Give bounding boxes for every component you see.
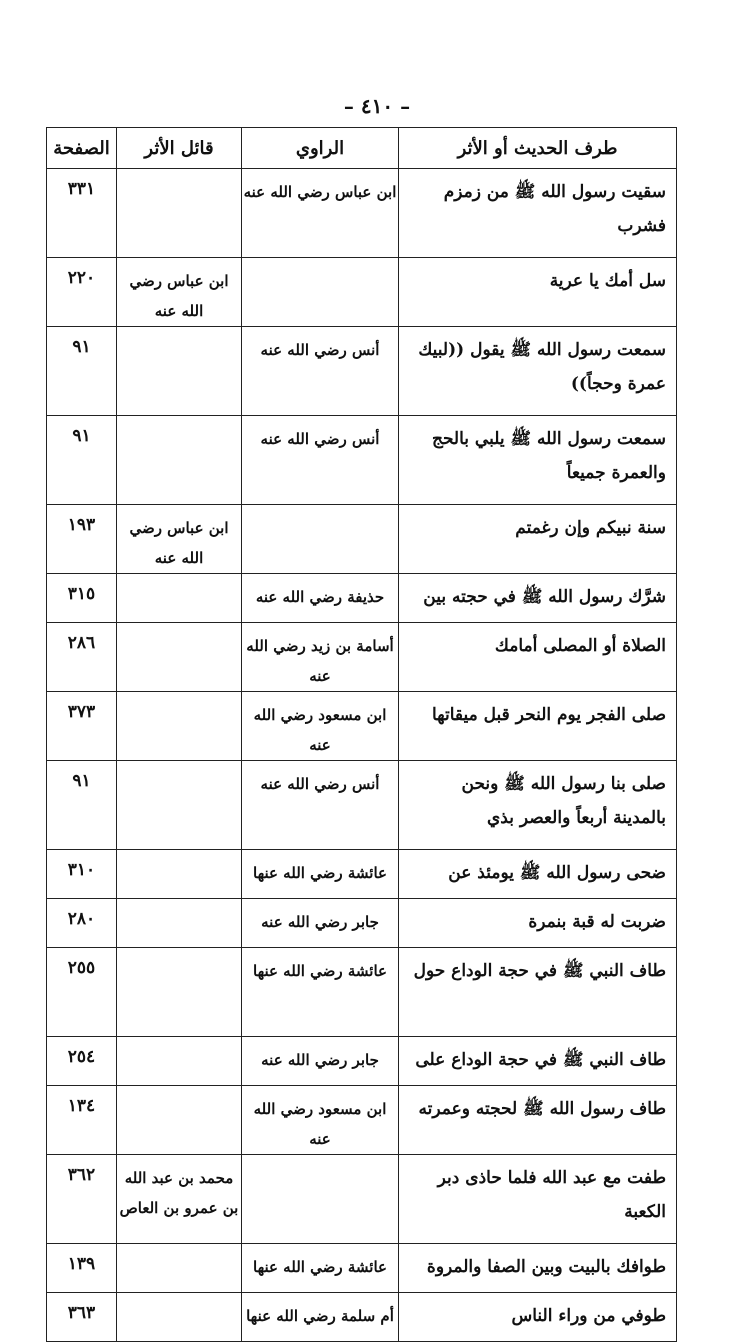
narrator-cell (242, 258, 399, 327)
table-row (47, 505, 677, 574)
narrator-cell: عائشة رضي الله عنها (242, 1244, 399, 1293)
sayer-cell (117, 623, 242, 692)
page-number: – ٤١٠ – (343, 94, 411, 118)
hadith-cell: طوفي من وراء الناس (399, 1293, 677, 1342)
table-row (47, 692, 677, 761)
table-row (47, 899, 677, 948)
narrator-cell: ابن عباس رضي الله عنه (242, 169, 399, 258)
hadith-index-table (46, 127, 677, 1342)
table-row (47, 623, 677, 692)
narrator-cell: أم سلمة رضي الله عنها (242, 1293, 399, 1342)
page-cell: ٢٨٠ (47, 899, 117, 948)
page-cell: ٢٥٤ (47, 1037, 117, 1086)
header-sayer: قائل الأثر (117, 128, 242, 169)
hadith-cell: صلى الفجر يوم النحر قبل ميقاتها (399, 692, 677, 761)
narrator-cell: أنس رضي الله عنه (242, 416, 399, 505)
table-row (47, 574, 677, 623)
hadith-cell: سمعت رسول الله ﷺ يلبي بالحج والعمرة جميعاً (399, 416, 677, 505)
hadith-cell: صلى بنا رسول الله ﷺ ونحن بالمدينة أربعاً والعصر بذي (399, 761, 677, 850)
page-cell: ١٩٣ (47, 505, 117, 574)
hadith-cell: طاف رسول الله ﷺ لحجته وعمرته (399, 1086, 677, 1155)
table-header-row (47, 128, 677, 169)
sayer-cell (117, 1037, 242, 1086)
sayer-cell (117, 1293, 242, 1342)
page-cell: ٣٣١ (47, 169, 117, 258)
hadith-cell: الصلاة أو المصلى أمامك (399, 623, 677, 692)
hadith-cell: ضحى رسول الله ﷺ يومئذ عن (399, 850, 677, 899)
narrator-cell: جابر رضي الله عنه (242, 899, 399, 948)
table-row (47, 1037, 677, 1086)
sayer-cell (117, 169, 242, 258)
table-row (47, 416, 677, 505)
hadith-cell: طاف النبي ﷺ في حجة الوداع على (399, 1037, 677, 1086)
sayer-cell (117, 1086, 242, 1155)
hadith-cell: طاف النبي ﷺ في حجة الوداع حول (399, 948, 677, 1037)
hadith-cell: سقيت رسول الله ﷺ من زمزم فشرب (399, 169, 677, 258)
narrator-cell: عائشة رضي الله عنها (242, 850, 399, 899)
table-row (47, 258, 677, 327)
narrator-cell: جابر رضي الله عنه (242, 1037, 399, 1086)
narrator-cell (242, 1155, 399, 1244)
page-cell: ٩١ (47, 327, 117, 416)
page-cell: ٩١ (47, 761, 117, 850)
sayer-cell: محمد بن عبد الله بن عمرو بن العاص (117, 1155, 242, 1244)
sayer-cell (117, 899, 242, 948)
page-cell: ٣٦٣ (47, 1293, 117, 1342)
hadith-cell: طوافك بالبيت وبين الصفا والمروة (399, 1244, 677, 1293)
table-row (47, 761, 677, 850)
hadith-cell: سنة نبيكم وإن رغمتم (399, 505, 677, 574)
table-row (47, 327, 677, 416)
hadith-cell: طفت مع عبد الله فلما حاذى دبر الكعبة (399, 1155, 677, 1244)
page-cell: ٣٦٢ (47, 1155, 117, 1244)
sayer-cell (117, 948, 242, 1037)
narrator-cell: أسامة بن زيد رضي الله عنه (242, 623, 399, 692)
page-cell: ٢٨٦ (47, 623, 117, 692)
sayer-cell (117, 574, 242, 623)
page-cell: ٣٧٣ (47, 692, 117, 761)
page-cell: ١٣٩ (47, 1244, 117, 1293)
table-row (47, 850, 677, 899)
hadith-cell: ضربت له قبة بنمرة (399, 899, 677, 948)
narrator-cell: أنس رضي الله عنه (242, 327, 399, 416)
hadith-cell: شرَّك رسول الله ﷺ في حجته بين (399, 574, 677, 623)
table-row (47, 169, 677, 258)
page-cell: ٣١٥ (47, 574, 117, 623)
header-page: الصفحة (47, 128, 117, 169)
narrator-cell: عائشة رضي الله عنها (242, 948, 399, 1037)
sayer-cell (117, 850, 242, 899)
page-cell: ١٣٤ (47, 1086, 117, 1155)
table-row (47, 1244, 677, 1293)
sayer-cell (117, 692, 242, 761)
narrator-cell: أنس رضي الله عنه (242, 761, 399, 850)
narrator-cell (242, 505, 399, 574)
table-row (47, 1155, 677, 1244)
header-hadith: طرف الحديث أو الأثر (399, 128, 677, 169)
hadith-cell: سمعت رسول الله ﷺ يقول ((لبيك عمرة وحجاً)) (399, 327, 677, 416)
sayer-cell (117, 1244, 242, 1293)
page-cell: ٩١ (47, 416, 117, 505)
page-cell: ٢٢٠ (47, 258, 117, 327)
page-cell: ٣١٠ (47, 850, 117, 899)
narrator-cell: ابن مسعود رضي الله عنه (242, 1086, 399, 1155)
hadith-cell: سل أمك يا عرية (399, 258, 677, 327)
table-row (47, 1293, 677, 1342)
narrator-cell: ابن مسعود رضي الله عنه (242, 692, 399, 761)
sayer-cell (117, 416, 242, 505)
table-row (47, 1086, 677, 1155)
table-row (47, 948, 677, 1037)
sayer-cell: ابن عباس رضي الله عنه (117, 505, 242, 574)
narrator-cell: حذيفة رضي الله عنه (242, 574, 399, 623)
sayer-cell (117, 327, 242, 416)
sayer-cell: ابن عباس رضي الله عنه (117, 258, 242, 327)
sayer-cell (117, 761, 242, 850)
header-narrator: الراوي (242, 128, 399, 169)
page-cell: ٢٥٥ (47, 948, 117, 1037)
